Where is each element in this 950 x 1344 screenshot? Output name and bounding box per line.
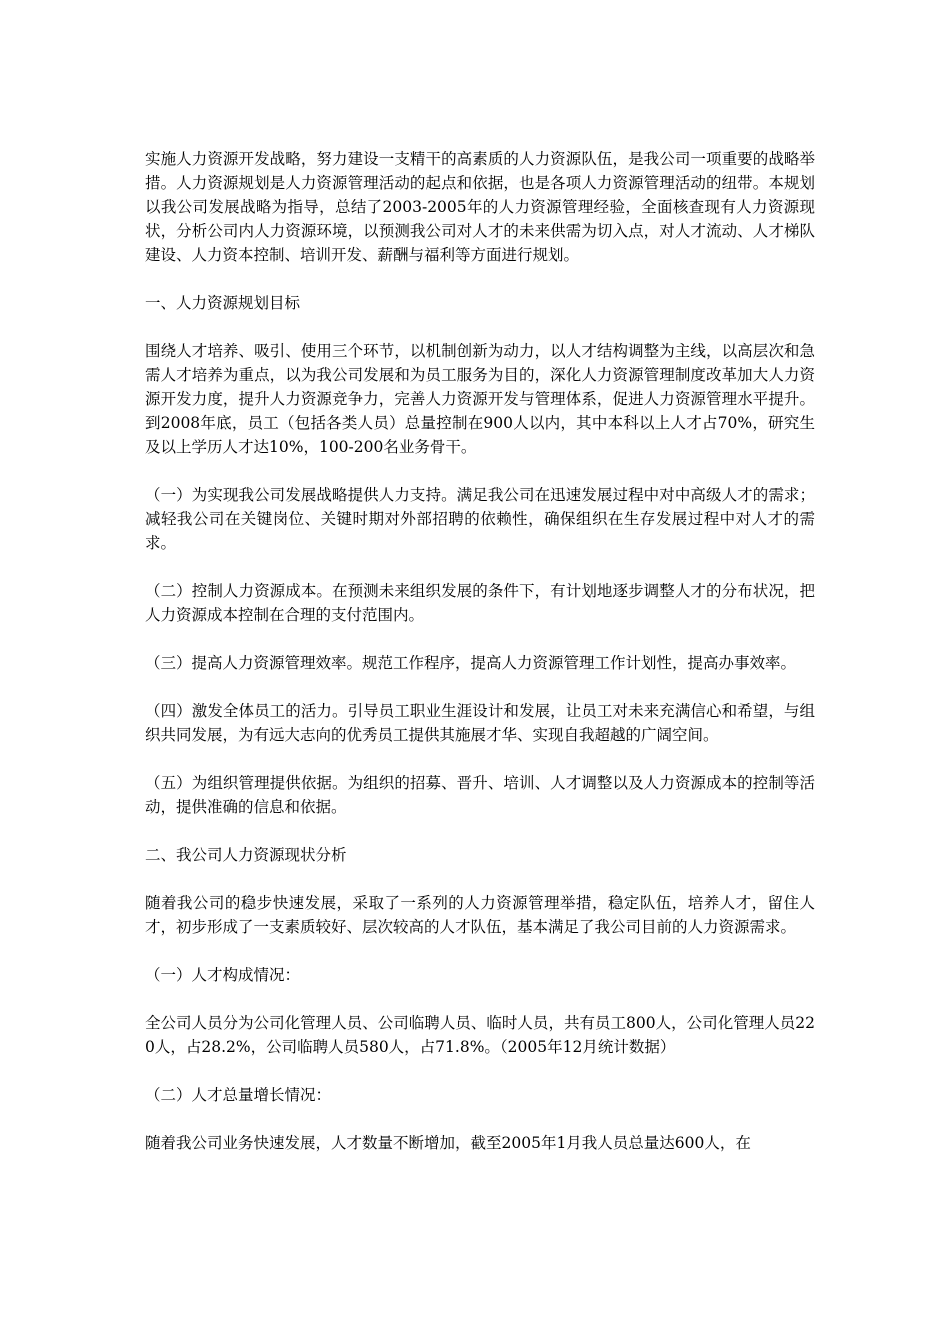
goal-item-3: （三）提高人力资源管理效率。规范工作程序，提高人力资源管理工作计划性，提高办事效率。	[145, 654, 797, 672]
intro-paragraph: 实施人力资源开发战略，努力建设一支精干的高素质的人力资源队伍，是我公司一项重要的战略举措。人力资源规划是人力资源管理活动的起点和依据，也是各项人力资源管理活动的纽带。本规划以我公司发展战略为指导，总结了2003-2005年的人力资源管理经验，全面核查现有人力资源现状，分析公司内人力资源环境，以预测我公司对人才的未来供需为切入点，对人才流动、人才梯队建设、人力资本控制、培训开发、薪酬与福利等方面进行规划。	[145, 150, 815, 264]
status-paragraph: 随着我公司的稳步快速发展，采取了一系列的人力资源管理举措，稳定队伍，培养人才，留住人才，初步形成了一支素质较好、层次较高的人才队伍，基本满足了我公司目前的人力资源需求。	[145, 894, 815, 936]
composition-paragraph: 全公司人员分为公司化管理人员、公司临聘人员、临时人员，共有员工800人，公司化管理人员220人，占28.2%，公司临聘人员580人，占71.8%。（2005年12月统计数据）	[145, 1014, 815, 1056]
growth-paragraph: 随着我公司业务快速发展，人才数量不断增加，截至2005年1月我人员总量达600人，在	[145, 1134, 751, 1152]
goal-item-1: （一）为实现我公司发展战略提供人力支持。满足我公司在迅速发展过程中对中高级人才的需求；减轻我公司在关键岗位、关键时期对外部招聘的依赖性，确保组织在生存发展过程中对人才的需求。	[145, 486, 815, 552]
section-heading-planning-goals: 一、人力资源规划目标	[145, 294, 301, 312]
goal-item-4: （四）激发全体员工的活力。引导员工职业生涯设计和发展，让员工对未来充满信心和希望，与组织共同发展，为有远大志向的优秀员工提供其施展才华、实现自我超越的广阔空间。	[145, 702, 815, 744]
section-heading-status-analysis: 二、我公司人力资源现状分析	[145, 846, 347, 864]
goal-item-5: （五）为组织管理提供依据。为组织的招募、晋升、培训、人才调整以及人力资源成本的控制等活动，提供准确的信息和依据。	[145, 774, 815, 816]
goals-paragraph: 围绕人才培养、吸引、使用三个环节，以机制创新为动力，以人才结构调整为主线，以高层次和急需人才培养为重点，以为我公司发展和为员工服务为目的，深化人力资源管理制度改革加大人力资源开发力度，提升人力资源竞争力，完善人力资源开发与管理体系，促进人力资源管理水平提升。到2008年底，员工（包括各类人员）总量控制在900人以内，其中本科以上人才占70%，研究生及以上学历人才达10%，100-200名业务骨干。	[145, 342, 815, 456]
subheading-talent-growth: （二）人才总量增长情况：	[145, 1086, 332, 1104]
subheading-talent-composition: （一）人才构成情况：	[145, 966, 301, 984]
document-page	[145, 147, 815, 1179]
goal-item-2: （二）控制人力资源成本。在预测未来组织发展的条件下，有计划地逐步调整人才的分布状况，把人力资源成本控制在合理的支付范围内。	[145, 582, 815, 624]
